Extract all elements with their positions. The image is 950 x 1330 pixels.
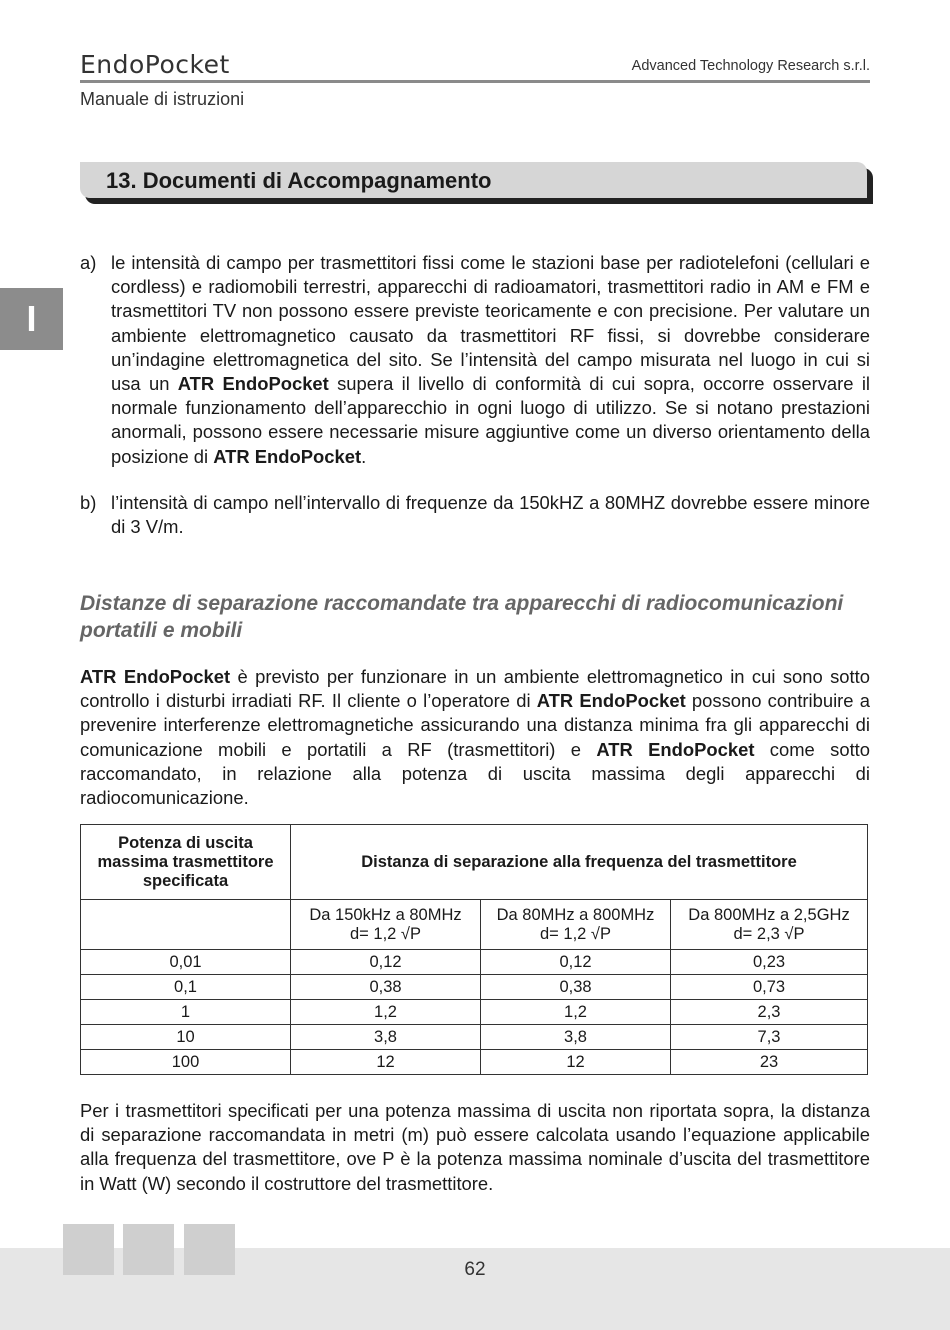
table-row: [81, 975, 868, 1000]
band-cell: Da 800MHz a 2,5GHz d= 2,3 √P: [671, 900, 868, 950]
band-cell: Da 80MHz a 800MHz d= 1,2 √P: [481, 900, 671, 950]
product-name: ATR EndoPocket: [536, 690, 686, 712]
band-empty-cell: [81, 900, 291, 950]
table-cell: 0,12: [291, 950, 481, 975]
list-text-a-part1: le intensità di campo per trasmettitori fissi come le stazioni base per radiotelefoni (cellulari e cordless) e radiomobili terrestri, apparecchi di radioamatori, trasmettitori radio in AM e FM e trasmettitori TV non possono essere previste teoricamente e con precisione. Per valutare un ambiente elettromagnetico causato da trasmettitori RF fissi, si dovrebbe considerare un’indagine elettromagnetica del sito. Se l’intensità del campo misurata nel luogo in cui si usa un: [111, 252, 870, 395]
table-cell: 1: [81, 1000, 291, 1025]
table-cell: 23: [671, 1050, 868, 1075]
manual-title: Manuale di istruzioni: [80, 89, 245, 109]
list-text-a: [111, 251, 870, 469]
list-text-a-part2: supera il livello di conformità di cui sopra, occorre osservare il normale funzionamento dell’apparecchio in ogni luogo di utilizzo. Se si notano prestazioni anormali, possono essere necessarie misure aggiuntive come un diverso orientamento della posizione di: [111, 373, 871, 467]
table-cell: 1,2: [291, 1000, 481, 1025]
table-cell: 3,8: [291, 1025, 481, 1050]
band-cell: Da 150kHz a 80MHz d= 1,2 √P: [291, 900, 481, 950]
section-title: 13. Documenti di Accompagnamento: [106, 168, 492, 193]
product-name: ATR EndoPocket: [177, 373, 329, 395]
header-divider: [80, 80, 870, 83]
product-name: ATR EndoPocket: [213, 445, 362, 467]
table-cell: 0,38: [291, 975, 481, 1000]
page-number: 62: [464, 1259, 486, 1280]
list-item-a: [80, 251, 870, 469]
list-item-b: [80, 491, 870, 539]
table-cell: 0,73: [671, 975, 868, 1000]
table-cell: 100: [81, 1050, 291, 1075]
product-name: ATR EndoPocket: [80, 666, 231, 687]
table-cell: 0,12: [481, 950, 671, 975]
table-cell: 0,01: [81, 950, 291, 975]
table-cell: 12: [291, 1050, 481, 1075]
table-row: [81, 1000, 868, 1025]
company-name: Advanced Technology Research s.r.l.: [631, 58, 870, 74]
table-cell: 10: [81, 1025, 291, 1050]
header-power: Potenza di uscita massima trasmettitore specificata: [81, 825, 291, 900]
table-row: [81, 1050, 868, 1075]
intro-part2: possono contribuire a prevenire interferenze elettromagnetiche assicurando una distanza minima fra gli apparecchi di comunicazione mobili e portatili a RF (trasmettitori) e: [80, 690, 870, 760]
table-row: [81, 950, 868, 975]
table-header-row: [81, 825, 868, 900]
header-distance: Distanza di separazione alla frequenza del trasmettitore: [291, 825, 868, 900]
list-text-a-part3: .: [361, 445, 367, 467]
list-marker-a: a): [80, 252, 97, 273]
separation-distance-table: [80, 824, 868, 1075]
list-marker-b: b): [80, 492, 97, 513]
language-tab: I: [0, 288, 63, 350]
list-text-b: l’intensità di campo nell’intervallo di frequenze da 150kHZ a 80MHZ dovrebbe essere minore di 3 V/m.: [111, 492, 870, 538]
table-cell: 0,1: [81, 975, 291, 1000]
table-cell: 7,3: [671, 1025, 868, 1050]
table-cell: 12: [481, 1050, 671, 1075]
table-cell: 3,8: [481, 1025, 671, 1050]
brand-logo: EndoPocket: [80, 50, 230, 79]
table-cell: 0,23: [671, 950, 868, 975]
table-cell: 0,38: [481, 975, 671, 1000]
sub-heading: Distanze di separazione raccomandate tra apparecchi di radiocomunicazioni portatili e mobili: [80, 592, 844, 642]
footer-paragraph: Per i trasmettitori specificati per una potenza massima di uscita non riportata sopra, la distanza di separazione raccomandata in metri (m) può essere calcolata usando l’equazione applicabile alla frequenza del trasmettitore, ove P è la potenza massima nominale d’uscita del trasmettitore in Watt (W) secondo il costruttore del trasmettitore.: [80, 1100, 870, 1194]
table-cell: 2,3: [671, 1000, 868, 1025]
table-cell: 1,2: [481, 1000, 671, 1025]
table-band-row: [81, 900, 868, 950]
intro-part3: come sotto raccomandato, in relazione alla potenza di uscita massima degli apparecchi di radiocomunicazione.: [80, 738, 871, 809]
intro-part1: è previsto per funzionare in un ambiente elettromagnetico in cui sono sotto controllo i disturbi irradiati RF. Il cliente o l’operatore di: [80, 666, 870, 712]
intro-paragraph: [80, 665, 870, 810]
table-row: [81, 1025, 868, 1050]
product-name: ATR EndoPocket: [596, 738, 755, 760]
